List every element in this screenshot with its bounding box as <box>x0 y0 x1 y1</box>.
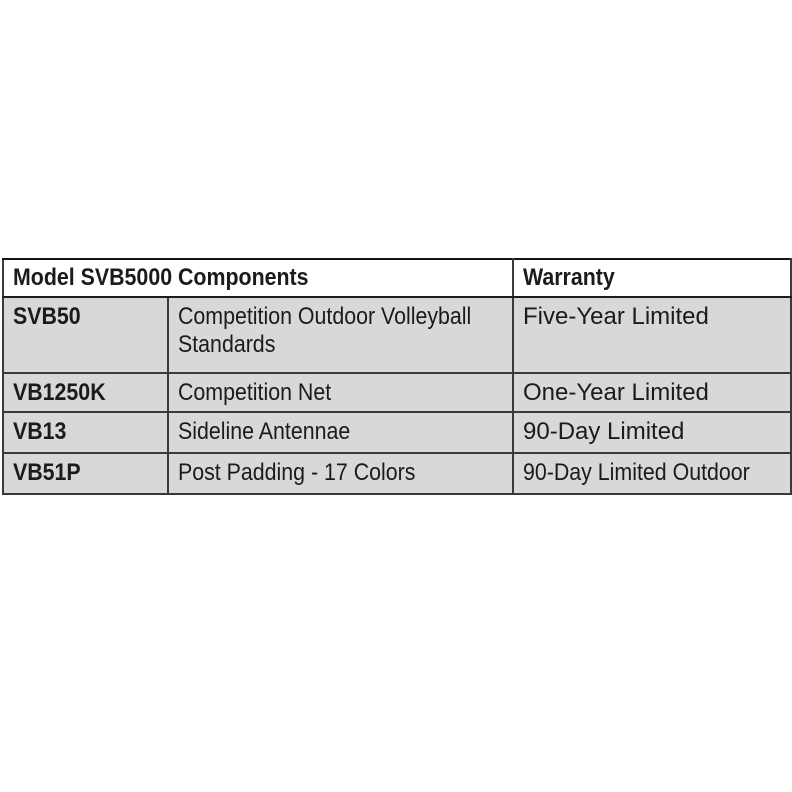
warranty-table-container <box>2 258 790 495</box>
warranty-header-label: Warranty <box>523 264 615 291</box>
model-cell <box>3 297 168 373</box>
model-cell <box>3 373 168 412</box>
warranty-term: 90-Day Limited Outdoor <box>523 459 750 486</box>
warranty-table <box>2 258 792 495</box>
components-header-cell <box>3 259 513 297</box>
warranty-header-cell <box>513 259 791 297</box>
model-number: VB1250K <box>13 379 106 406</box>
warranty-cell <box>513 297 791 373</box>
warranty-cell <box>513 373 791 412</box>
warranty-cell <box>513 412 791 453</box>
description-cell <box>168 297 513 373</box>
description-cell <box>168 453 513 494</box>
model-number: VB51P <box>13 459 81 486</box>
description-cell <box>168 412 513 453</box>
table-row <box>3 297 791 373</box>
table-header-row <box>3 259 791 297</box>
table-row <box>3 412 791 453</box>
model-number: SVB50 <box>13 303 81 330</box>
table-row <box>3 373 791 412</box>
model-cell <box>3 412 168 453</box>
table-row <box>3 453 791 494</box>
description-cell <box>168 373 513 412</box>
warranty-term: One-Year Limited <box>523 379 709 406</box>
components-header-label: Model SVB5000 Components <box>13 264 309 291</box>
model-cell <box>3 453 168 494</box>
component-description: Competition Net <box>178 379 332 406</box>
component-description: Sideline Antennae <box>178 418 351 445</box>
component-description: Competition Outdoor Volleyball Standards <box>178 303 472 358</box>
model-number: VB13 <box>13 418 67 445</box>
warranty-cell <box>513 453 791 494</box>
warranty-term: Five-Year Limited <box>523 303 709 330</box>
component-description: Post Padding - 17 Colors <box>178 459 416 486</box>
warranty-term: 90-Day Limited <box>523 418 685 445</box>
